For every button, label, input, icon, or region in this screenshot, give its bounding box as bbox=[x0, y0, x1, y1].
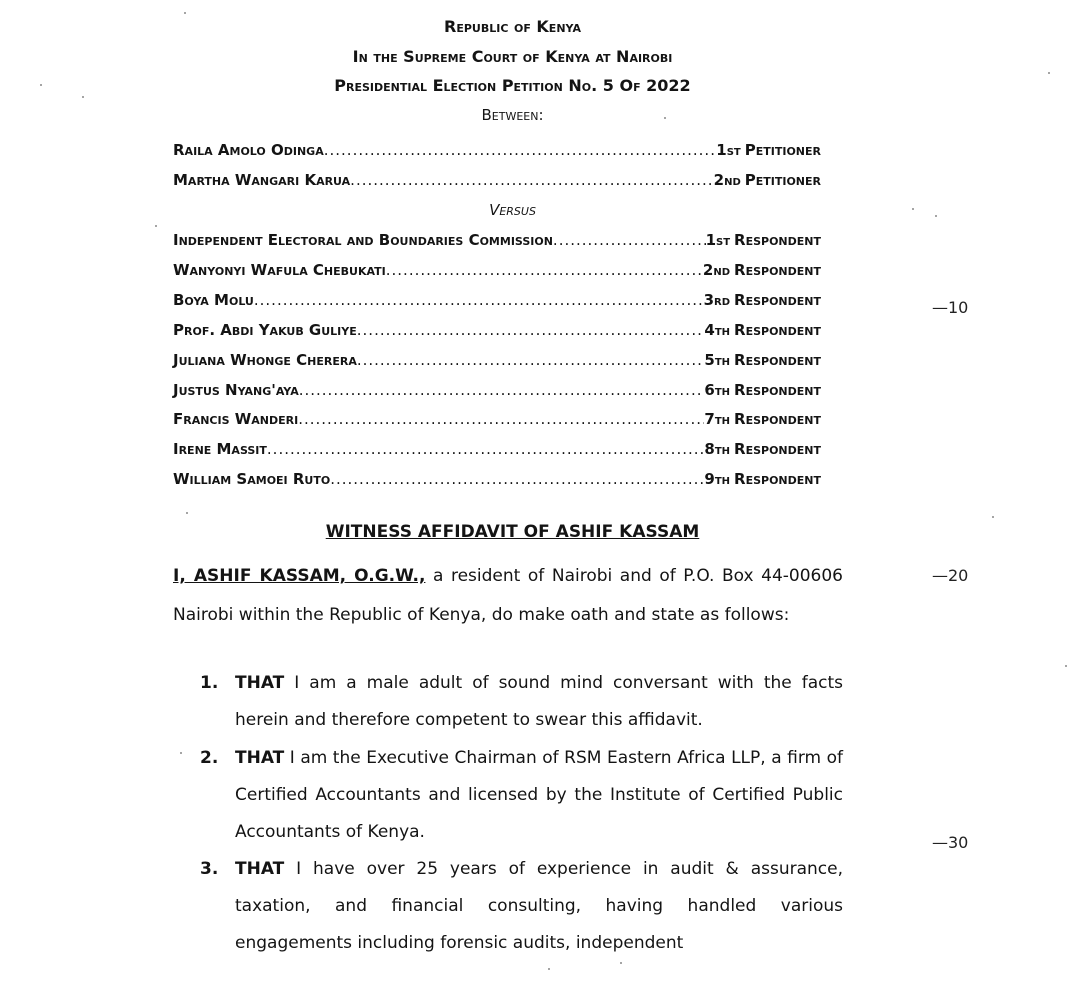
item-text: I am the Executive Chairman of RSM Eastern Africa LLP, a firm of Certified Accountants and licensed by the Institute of Certified Public Accountants of Kenya. bbox=[235, 748, 843, 842]
party-name: Francis Wanderi bbox=[173, 410, 299, 428]
header-versus: Versus bbox=[489, 201, 536, 219]
party-name: Justus Nyang'aya bbox=[173, 381, 299, 399]
scan-speck bbox=[992, 516, 994, 518]
party-role: Respondent bbox=[734, 351, 821, 369]
party-number: 1 bbox=[705, 231, 716, 249]
party-name: Independent Electoral and Boundaries Commission bbox=[173, 231, 553, 249]
party-number: 2 bbox=[702, 261, 714, 279]
item-body bbox=[235, 665, 843, 739]
leader-dots bbox=[324, 141, 717, 159]
scan-speck bbox=[186, 512, 188, 514]
item-body bbox=[235, 740, 843, 851]
party-number: 3 bbox=[703, 291, 715, 309]
party-name: Juliana Whonge Cherera bbox=[173, 351, 357, 369]
scan-speck bbox=[1065, 665, 1067, 667]
leader-dots bbox=[357, 351, 705, 369]
party-number: 1 bbox=[716, 141, 727, 159]
party-name: Raila Amolo Odinga bbox=[173, 141, 324, 159]
item-keyword: THAT bbox=[235, 859, 285, 879]
respondent-row: William Samoei Ruto ..... 9 TH Respondent bbox=[173, 470, 821, 488]
leader-dots bbox=[350, 171, 713, 189]
respondent-row: Justus Nyang'aya ..... 6 TH Respondent bbox=[173, 381, 821, 399]
party-name: Boya Molu bbox=[173, 291, 254, 309]
leader-dots bbox=[386, 261, 703, 279]
leader-dots bbox=[254, 291, 704, 309]
item-keyword: THAT bbox=[235, 673, 285, 693]
scan-speck bbox=[620, 962, 622, 964]
header-between: Between: bbox=[481, 106, 544, 124]
scan-speck bbox=[935, 215, 937, 217]
header-republic: Republic of Kenya bbox=[444, 17, 581, 36]
leader-dots bbox=[553, 231, 706, 249]
intro-text: a resident of Nairobi and of P.O. Box 44-00606 Nairobi within the Republic of Kenya, do make oath and state as follows: bbox=[173, 566, 843, 625]
line-number-10: —10 bbox=[932, 298, 969, 317]
party-name: William Samoei Ruto bbox=[173, 470, 331, 488]
line-number-20: —20 bbox=[932, 566, 969, 585]
item-number: 2. bbox=[200, 748, 219, 768]
header-petition-number: Presidential Election Petition No. 5 Of 2022 bbox=[334, 76, 691, 95]
party-role: Respondent bbox=[734, 291, 821, 309]
party-role: Respondent bbox=[734, 440, 821, 458]
party-number: 4 bbox=[704, 321, 715, 339]
respondent-row: Boya Molu ..... 3 RD Respondent bbox=[173, 291, 821, 309]
respondent-row: Independent Electoral and Boundaries Commission ..... 1 ST Respondent bbox=[173, 231, 821, 249]
affidavit-item bbox=[200, 740, 843, 851]
party-number: 5 bbox=[704, 351, 715, 369]
party-name: Wanyonyi Wafula Chebukati bbox=[173, 261, 386, 279]
scan-speck bbox=[82, 96, 84, 98]
scan-speck bbox=[912, 208, 914, 210]
petitioner-row: Martha Wangari Karua ..... 2 ND Petitioner bbox=[173, 171, 821, 189]
item-body bbox=[235, 851, 843, 962]
party-name: Prof. Abdi Yakub Guliye bbox=[173, 321, 357, 339]
scan-speck bbox=[664, 117, 666, 119]
item-keyword: THAT bbox=[235, 748, 285, 768]
affidavit-item bbox=[200, 851, 843, 962]
leader-dots bbox=[299, 381, 705, 399]
leader-dots bbox=[330, 470, 704, 488]
intro-paragraph bbox=[173, 557, 843, 635]
party-role: Respondent bbox=[734, 381, 821, 399]
respondent-row: Prof. Abdi Yakub Guliye ..... 4 TH Respondent bbox=[173, 321, 821, 339]
party-role: Petitioner bbox=[744, 141, 821, 159]
party-number: 2 bbox=[713, 171, 725, 189]
line-number-30: —30 bbox=[932, 833, 969, 852]
party-number: 9 bbox=[704, 470, 715, 488]
party-role: Respondent bbox=[734, 321, 821, 339]
party-role: Respondent bbox=[734, 231, 821, 249]
party-role: Petitioner bbox=[744, 171, 821, 189]
item-text: I have over 25 years of experience in audit & assurance, taxation, and financial consulting, having handled various engagements including forensic audits, independent bbox=[235, 859, 843, 953]
leader-dots bbox=[267, 440, 704, 458]
party-number: 6 bbox=[704, 381, 715, 399]
scan-speck bbox=[155, 225, 157, 227]
party-name: Irene Massit bbox=[173, 440, 267, 458]
item-text: I am a male adult of sound mind conversant with the facts herein and therefore competent to swear this affidavit. bbox=[235, 673, 843, 730]
item-number: 3. bbox=[200, 859, 219, 879]
scan-speck bbox=[184, 12, 186, 14]
petitioner-row: Raila Amolo Odinga ..... 1 ST Petitioner bbox=[173, 141, 821, 159]
scan-speck bbox=[180, 752, 182, 754]
affidavit-title: WITNESS AFFIDAVIT OF ASHIF KASSAM bbox=[325, 522, 700, 542]
affidavit-item bbox=[200, 665, 843, 739]
respondent-row: Wanyonyi Wafula Chebukati ..... 2 ND Respondent bbox=[173, 261, 821, 279]
scan-speck bbox=[548, 968, 550, 970]
item-number: 1. bbox=[200, 673, 219, 693]
party-role: Respondent bbox=[734, 470, 821, 488]
respondent-row: Francis Wanderi ..... 7 TH Respondent bbox=[173, 410, 821, 428]
header-court: In the Supreme Court of Kenya at Nairobi bbox=[352, 47, 673, 66]
party-role: Respondent bbox=[734, 261, 821, 279]
party-number: 8 bbox=[704, 440, 715, 458]
respondent-row: Juliana Whonge Cherera ..... 5 TH Respondent bbox=[173, 351, 821, 369]
leader-dots bbox=[357, 321, 705, 339]
leader-dots bbox=[298, 410, 704, 428]
respondent-row: Irene Massit ..... 8 TH Respondent bbox=[173, 440, 821, 458]
scan-speck bbox=[1048, 72, 1050, 74]
deponent-name: I, ASHIF KASSAM, O.G.W., bbox=[173, 566, 426, 586]
party-name: Martha Wangari Karua bbox=[173, 171, 351, 189]
party-number: 7 bbox=[704, 410, 715, 428]
scan-speck bbox=[40, 84, 42, 86]
party-role: Respondent bbox=[734, 410, 821, 428]
